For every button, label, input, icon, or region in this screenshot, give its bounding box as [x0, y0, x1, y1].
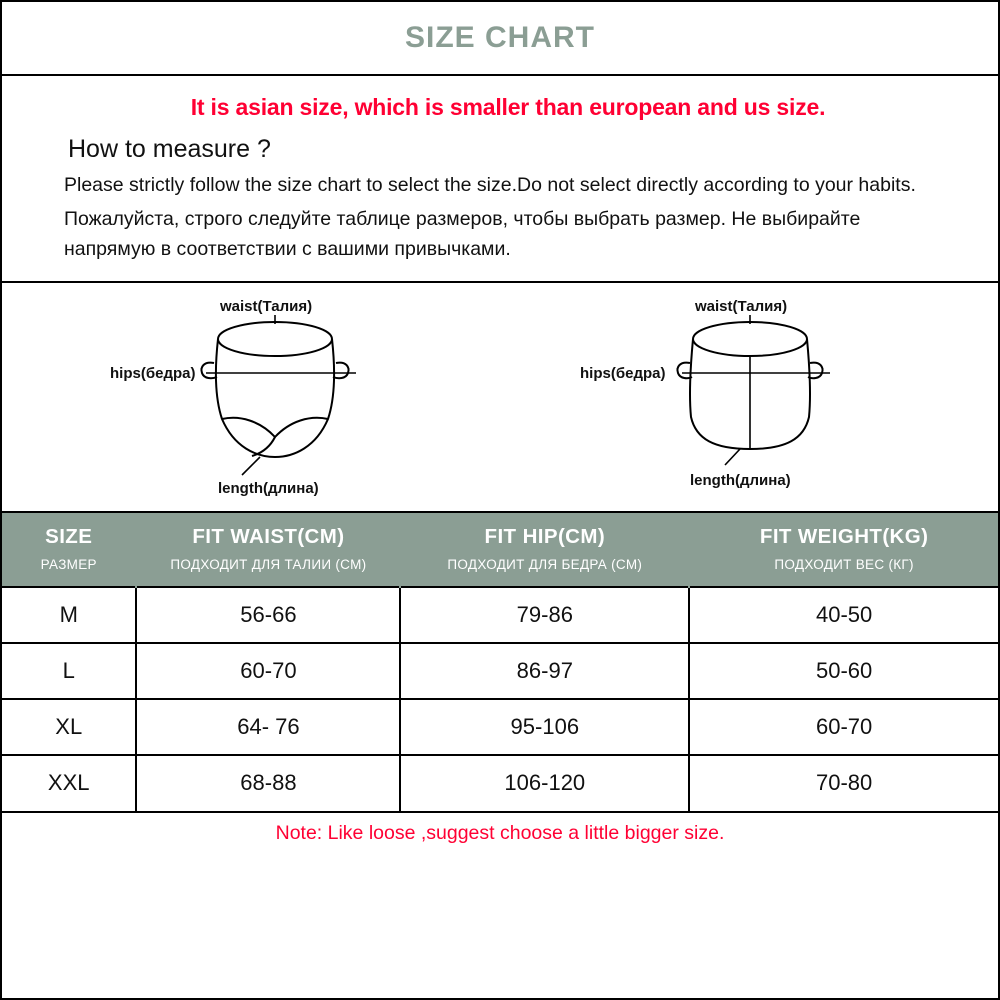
size-table: [2, 513, 998, 811]
header-size: [2, 513, 136, 587]
table-row: [2, 643, 998, 699]
waist-label-right: waist(Талия): [695, 298, 788, 316]
instruction-text-en: Please strictly follow the size chart to select the size.Do not select directly according to your habits.: [64, 174, 916, 196]
intro-section: [2, 76, 998, 283]
header-hip: [400, 513, 689, 587]
table-row: [2, 587, 998, 643]
cell-hip: 106-120: [400, 755, 689, 811]
size-note: Note: Like loose ,suggest choose a little bigger size.: [275, 822, 725, 845]
cell-hip: 79-86: [400, 587, 689, 643]
cell-size: M: [2, 587, 136, 643]
cell-hip: 86-97: [400, 643, 689, 699]
hips-label-right: hips(бедра): [580, 365, 666, 383]
cell-size: XXL: [2, 755, 136, 811]
hips-label-left: hips(бедра): [110, 365, 196, 383]
table-row: [2, 699, 998, 755]
length-label-left: length(длина): [218, 480, 319, 498]
header-waist: [136, 513, 400, 587]
header-hip-ru: ПОДХОДИТ ДЛЯ БЕДРА (СМ): [447, 556, 643, 572]
cell-waist: 60-70: [136, 643, 400, 699]
header-waist-en: FIT WAIST(CM): [192, 524, 345, 548]
cell-size: XL: [2, 699, 136, 755]
waist-label-left: waist(Талия): [220, 298, 313, 316]
header-weight: [689, 513, 998, 587]
cell-waist: 68-88: [136, 755, 400, 811]
size-table-header: [2, 513, 998, 587]
table-row: [2, 755, 998, 811]
cell-size: L: [2, 643, 136, 699]
header-waist-ru: ПОДХОДИТ ДЛЯ ТАЛИИ (СМ): [170, 556, 367, 572]
cell-weight: 70-80: [689, 755, 998, 811]
size-table-body: [2, 587, 998, 811]
page-title: SIZE CHART: [405, 21, 595, 54]
header-size-ru: РАЗМЕР: [40, 556, 97, 572]
note-band: [2, 811, 998, 855]
brief-diagram: [110, 297, 440, 502]
cell-weight: 60-70: [689, 699, 998, 755]
measurement-diagram-band: [2, 283, 998, 513]
cell-weight: 40-50: [689, 587, 998, 643]
header-size-en: SIZE: [45, 524, 93, 548]
header-weight-en: FIT WEIGHT(KG): [759, 524, 929, 548]
asian-size-warning: It is asian size, which is smaller than european and us size.: [190, 94, 826, 120]
boyshort-diagram: [550, 297, 890, 502]
how-to-measure-heading: How to measure ?: [68, 135, 271, 163]
cell-waist: 64- 76: [136, 699, 400, 755]
instruction-text-ru: Пожалуйста, строго следуйте таблице размеров, чтобы выбрать размер. Не выбирайте напрямую в соответствии с вашими привычками.: [64, 208, 861, 261]
cell-waist: 56-66: [136, 587, 400, 643]
length-label-right: length(длина): [690, 472, 791, 490]
header-hip-en: FIT HIP(CM): [484, 524, 606, 548]
cell-hip: 95-106: [400, 699, 689, 755]
cell-weight: 50-60: [689, 643, 998, 699]
title-band: [2, 2, 998, 76]
header-weight-ru: ПОДХОДИТ ВЕС (КГ): [774, 556, 914, 572]
